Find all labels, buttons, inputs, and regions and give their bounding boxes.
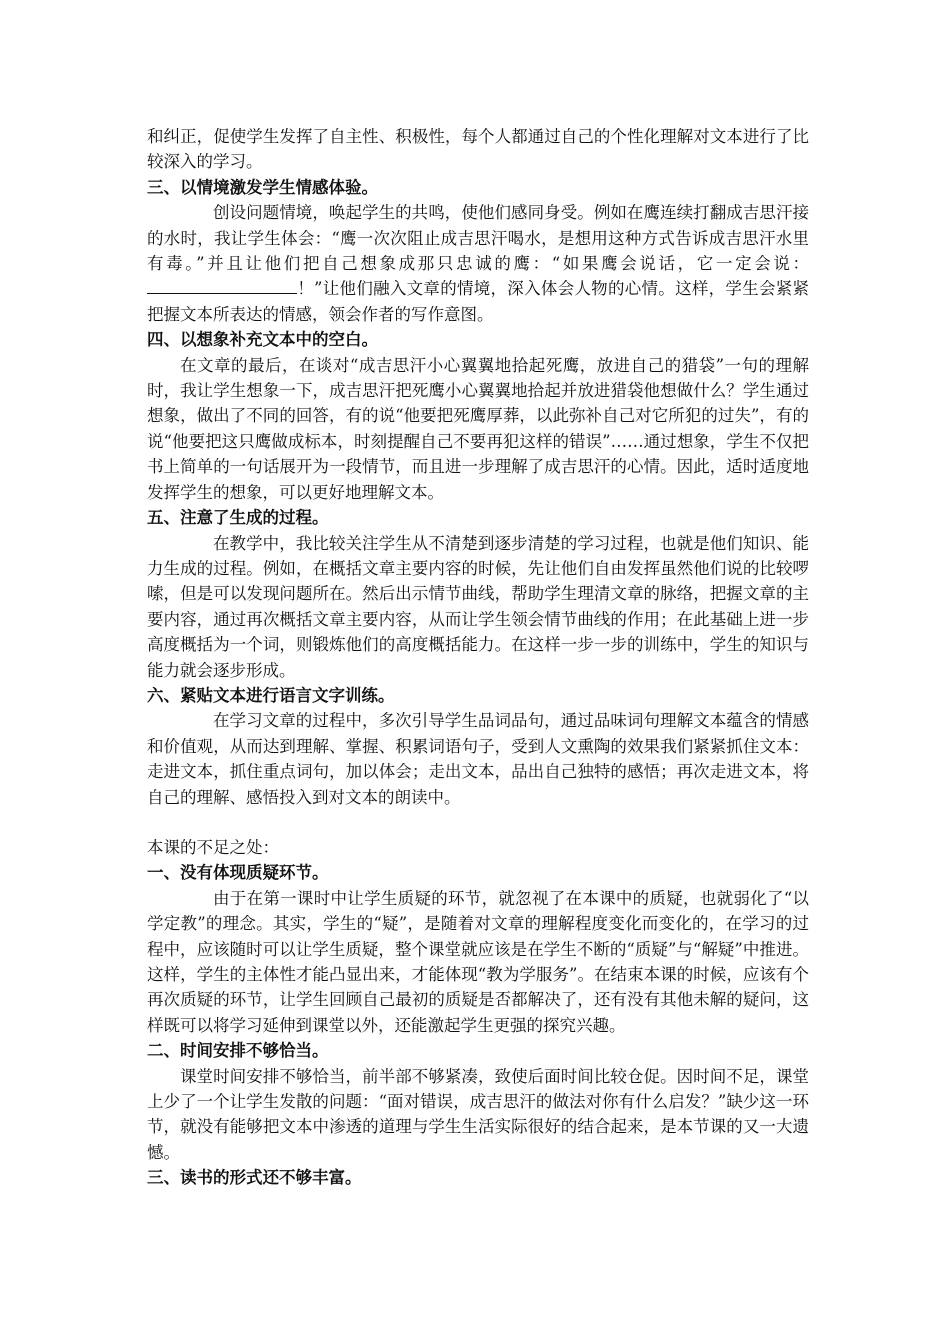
section-paragraph-3	[147, 200, 809, 327]
paragraph-text-after-blank: ！”让他们融入文章的情境，深入体会人物的心情。这样，学生会紧紧把握文本所表达的情感，领会作者的写作意图。	[147, 279, 809, 324]
shortcoming-paragraph-2: 课堂时间安排不够恰当，前半部不够紧凑，致使后面时间比较仓促。因时间不足，课堂上少了一个让学生发散的问题：“面对错误，成吉思汗的做法对你有什么启发？”缺少这一环节，就没有能够把文本中渗透的道理与学生生活实际很好的结合起来，是本节课的又一大遗憾。	[147, 1066, 809, 1162]
document-page	[147, 124, 809, 1191]
fill-in-blank	[147, 277, 297, 294]
shortcoming-paragraph-1: 由于在第一课时中让学生质疑的环节，就忽视了在本课中的质疑，也就弱化了“以学定教”的理念。其实，学生的“疑”，是随着对文章的理解程度变化而变化的，在学习的过程中，应该随时可以让学生质疑，整个课堂就应该是在学生不断的“质疑”与“解疑”中推进。这样，学生的主体性才能凸显出来，才能体现“教为学服务”。在结束本课的时候，应该有个再次质疑的环节，让学生回顾自己最初的质疑是否都解决了，还有没有其他未解的疑问，这样既可以将学习延伸到课堂以外，还能激起学生更强的探究兴趣。	[147, 888, 809, 1035]
section-heading-6: 六、紧贴文本进行语言文字训练。	[147, 685, 395, 705]
section-paragraph-5: 在教学中，我比较关注学生从不清楚到逐步清楚的学习过程，也就是他们知识、能力生成的过程。例如，在概括文章主要内容的时候，先让他们自由发挥虽然他们说的比较啰嗦，但是可以发现问题所在。然后出示情节曲线，帮助学生理清文章的脉络，把握文章的主要内容，通过再次概括文章主要内容，从而让学生领会情节曲线的作用；在此基础上进一步高度概括为一个词，则锻炼他们的高度概括能力。在这样一步一步的训练中，学生的知识与能力就会逐步形成。	[147, 533, 809, 680]
section-paragraph-4: 在文章的最后，在谈对“成吉思汗小心翼翼地拾起死鹰，放进自己的猎袋”一句的理解时，我让学生想象一下，成吉思汗把死鹰小心翼翼地拾起并放进猎袋他想做什么？学生通过想象，做出了不同的回答，有的说“他要把死鹰厚葬，以此弥补自己对它所犯的过失”，有的说“他要把这只鹰做成标本，时刻提醒自己不要再犯这样的错误”……通过想象，学生不仅把书上简单的一句话展开为一段情节，而且进一步理解了成吉思汗的心情。因此，适时适度地发挥学生的想象，可以更好地理解文本。	[147, 355, 809, 502]
shortcoming-heading-1: 一、没有体现质疑环节。	[147, 863, 329, 883]
blank-line	[147, 810, 809, 835]
section-heading-5: 五、注意了生成的过程。	[147, 508, 329, 528]
paragraph-text-before-blank: 创设问题情境，唤起学生的共鸣，使他们感同身受。例如在鹰连续打翻成吉思汗接的水时，我让学生体会：“鹰一次次阻止成吉思汗喝水，是想用这种方式告诉成吉思汗水里有毒。”并且让他们把自己想象成那只忠诚的鹰：“如果鹰会说话，它一定会说：	[147, 203, 809, 274]
section-heading-4: 四、以想象补充文本中的空白。	[147, 330, 378, 350]
shortcoming-heading-2: 二、时间安排不够恰当。	[147, 1041, 329, 1061]
section-heading-3: 三、以情境激发学生情感体验。	[147, 177, 378, 197]
continuation-paragraph: 和纠正，促使学生发挥了自主性、积极性，每个人都通过自己的个性化理解对文本进行了比较深入的学习。	[147, 127, 809, 172]
section-paragraph-6: 在学习文章的过程中，多次引导学生品词品句，通过品味词句理解文本蕴含的情感和价值观，从而达到理解、掌握、积累词语句子，受到人文熏陶的效果我们紧紧抓住文本：走进文本，抓住重点词句，加以体会；走出文本，品出自己独特的感悟；再次走进文本，将自己的理解、感悟投入到对文本的朗读中。	[147, 711, 809, 807]
shortcoming-heading-3: 三、读书的形式还不够丰富。	[147, 1168, 362, 1188]
shortcomings-title: 本课的不足之处：	[147, 837, 279, 857]
